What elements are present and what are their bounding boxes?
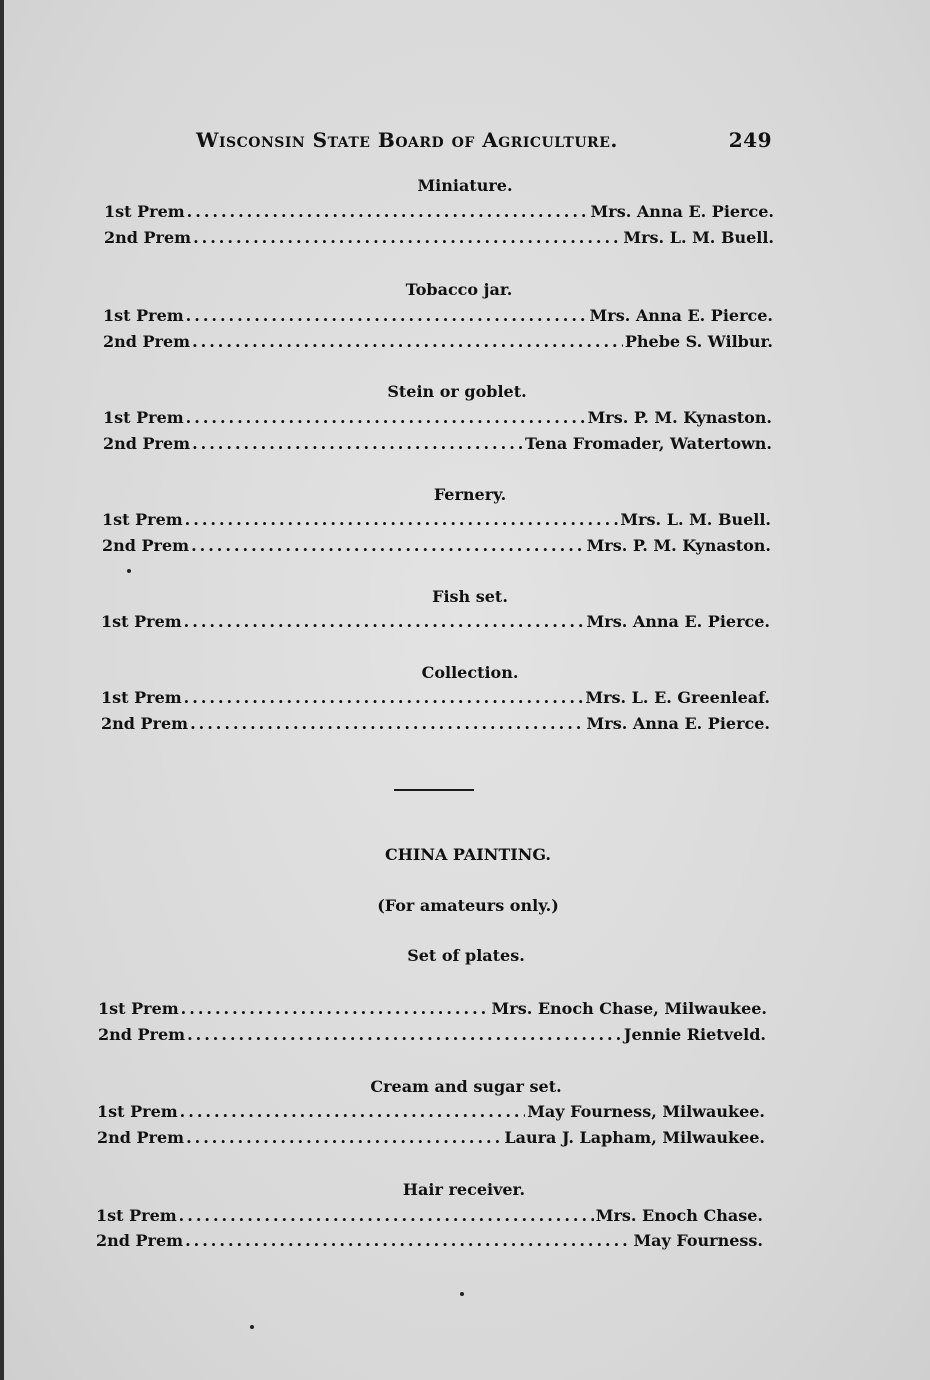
award-entry (103, 434, 772, 454)
award-winner: Mrs. Enoch Chase. (595, 1206, 763, 1225)
dot-leader (180, 1102, 526, 1121)
section-heading: Cream and sugar set. (370, 1077, 562, 1096)
dot-leader (186, 1128, 502, 1147)
award-place: 1st Prem (96, 1206, 177, 1225)
award-entry (101, 688, 770, 708)
section-heading: Fernery. (433, 485, 507, 504)
dot-leader (185, 510, 619, 529)
award-winner: Mrs. Anna E. Pierce. (586, 612, 770, 631)
award-winner: Mrs. L. M. Buell. (623, 228, 774, 247)
dot-leader (187, 1025, 622, 1044)
dot-leader (186, 408, 586, 427)
award-entry (96, 1206, 763, 1226)
award-winner: Mrs. L. E. Greenleaf. (585, 688, 770, 707)
award-place: 2nd Prem (103, 434, 191, 453)
section-divider-rule (394, 789, 474, 791)
award-entry (102, 510, 771, 530)
award-place: 1st Prem (102, 510, 183, 529)
award-winner: Mrs. Anna E. Pierce. (586, 714, 770, 733)
award-place: 1st Prem (101, 612, 182, 631)
section-heading: Tobacco jar. (405, 280, 513, 299)
dot-leader (184, 688, 584, 707)
award-place: 2nd Prem (97, 1128, 185, 1147)
award-entry (103, 408, 772, 428)
award-place: 1st Prem (101, 688, 182, 707)
china-painting-subtitle: (For amateurs only.) (377, 896, 559, 915)
award-entry (97, 1102, 765, 1122)
award-winner: Mrs. Enoch Chase, Milwaukee. (491, 999, 767, 1018)
award-entry (104, 202, 774, 222)
dot-leader (184, 612, 585, 631)
dot-leader (185, 1231, 631, 1250)
award-winner: Laura J. Lapham, Milwaukee. (504, 1128, 765, 1147)
award-place: 1st Prem (103, 306, 184, 325)
page-number: 249 (728, 128, 772, 152)
award-winner: Phebe S. Wilbur. (624, 332, 773, 351)
running-header-title: Wisconsin State Board of Agriculture. (196, 128, 618, 152)
award-place: 2nd Prem (98, 1025, 186, 1044)
award-entry (96, 1231, 763, 1251)
section-heading: Hair receiver. (402, 1180, 526, 1199)
running-header (196, 128, 776, 156)
award-entry (103, 306, 773, 326)
award-winner: Jennie Rietveld. (623, 1025, 766, 1044)
dot-leader (181, 999, 490, 1018)
award-entry (98, 1025, 766, 1045)
award-place: 1st Prem (97, 1102, 178, 1121)
award-place: 1st Prem (104, 202, 185, 221)
section-heading: Collection. (421, 663, 519, 682)
award-entry (101, 714, 770, 734)
award-entry (97, 1128, 765, 1148)
award-place: 2nd Prem (104, 228, 192, 247)
award-winner: Tena Fromader, Watertown. (524, 434, 772, 453)
award-place: 2nd Prem (96, 1231, 184, 1250)
award-place: 2nd Prem (103, 332, 191, 351)
dot-leader (190, 714, 584, 733)
award-winner: Mrs. L. M. Buell. (620, 510, 771, 529)
award-winner: Mrs. P. M. Kynaston. (587, 408, 772, 427)
dot-leader (193, 228, 621, 247)
dot-leader (191, 536, 584, 555)
award-place: 2nd Prem (101, 714, 189, 733)
award-entry (102, 536, 771, 556)
award-entry (101, 612, 770, 632)
section-heading: Miniature. (417, 176, 513, 195)
award-entry (103, 332, 773, 352)
award-entry (104, 228, 774, 248)
award-place: 1st Prem (98, 999, 179, 1018)
award-entry (98, 999, 767, 1019)
award-winner: May Fourness, Milwaukee. (527, 1102, 765, 1121)
award-place: 2nd Prem (102, 536, 190, 555)
section-heading: Stein or goblet. (387, 382, 527, 401)
section-heading: Fish set. (432, 587, 508, 606)
scan-speck (460, 1292, 464, 1296)
china-painting-title: CHINA PAINTING. (384, 845, 551, 864)
scan-speck (250, 1325, 254, 1329)
dot-leader (179, 1206, 594, 1225)
award-place: 1st Prem (103, 408, 184, 427)
dot-leader (192, 434, 523, 453)
award-winner: Mrs. P. M. Kynaston. (586, 536, 771, 555)
dot-leader (192, 332, 623, 351)
dot-leader (186, 306, 588, 325)
dot-leader (187, 202, 589, 221)
award-winner: Mrs. Anna E. Pierce. (589, 306, 773, 325)
award-winner: May Fourness. (633, 1231, 763, 1250)
award-winner: Mrs. Anna E. Pierce. (590, 202, 774, 221)
section-heading: Set of plates. (407, 946, 525, 965)
scan-speck (127, 569, 131, 573)
